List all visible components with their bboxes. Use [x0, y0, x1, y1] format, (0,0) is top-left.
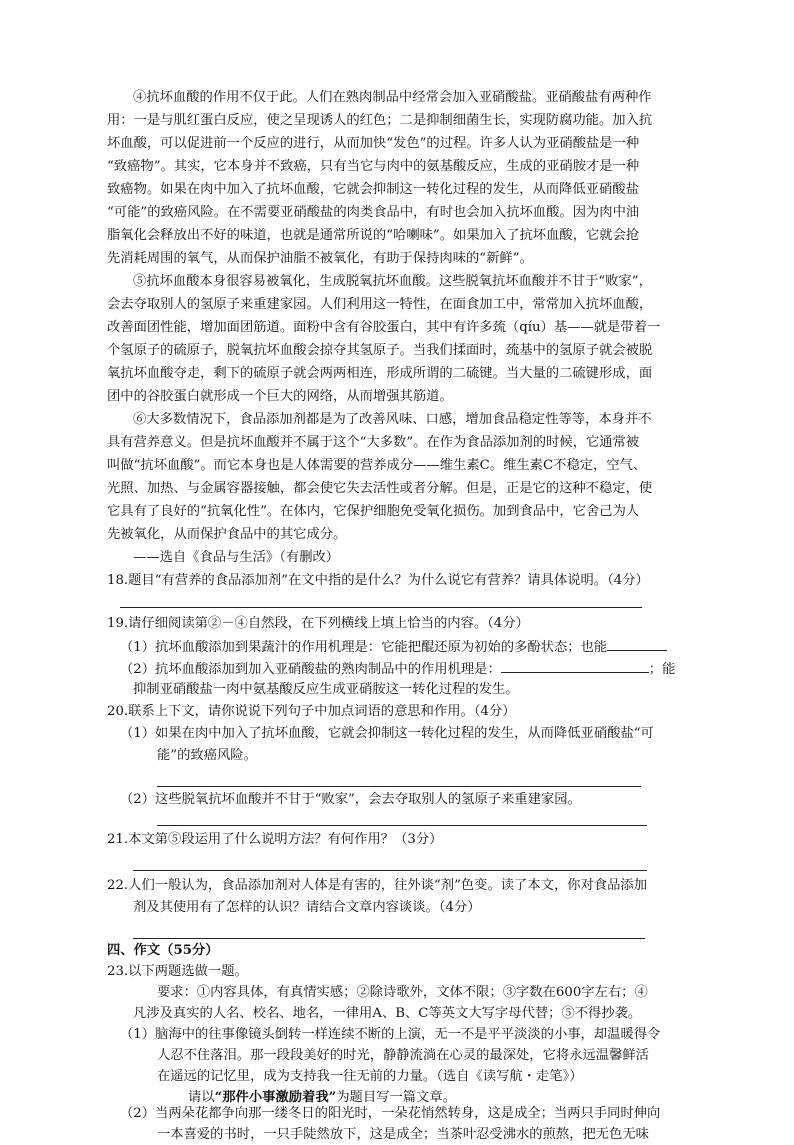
- p4-line-5: 致癌物。如果在肉中加入了抗坏血酸，它就会抑制这一转化过程的发生，从而降低亚硝酸盐: [107, 182, 639, 197]
- topic-2-line-1: （2）当两朵花都争向那一缕冬日的阳光时，一朵花悄然转身，这是成全；当两只手同时伸向: [120, 1106, 661, 1121]
- question-19-2: [120, 658, 675, 678]
- topic-1-line-2: 人忍不住落泪。那一段段美好的时光，静静流淌在心灵的最深处，它将永远温馨鲜活: [157, 1048, 649, 1063]
- p5-line-6: 团中的谷胶蛋白就形成一个巨大的网络，从而增强其筋道。: [107, 389, 453, 404]
- p4-line-4: “致癌物”。其实，它本身并不致癌，只有当它与肉中的氨基酸反应，生成的亚硝胺才是一种: [107, 159, 640, 174]
- p6-line-5: 它具有了良好的“抗氧化性”。在体内，它保护细胞免受氧化损伤。加到食品中，它舍己为人: [107, 504, 640, 519]
- answer-line-20-2[interactable]: [157, 825, 647, 826]
- question-23: 23.以下两题选做一题。: [107, 964, 248, 979]
- question-22-cont: 剂及其使用有了怎样的认识？请结合文章内容谈谈。（4分）: [133, 900, 481, 915]
- p5-line-2: 会去夺取别人的氢原子来重建家园。人们利用这一特性，在面食加工中，常常加入抗坏血酸，: [107, 297, 653, 312]
- question-22: 22.人们一般认为，食品添加剂对人体是有害的，往外谈“剂”色变。读了本文，你对食品添加: [107, 878, 648, 893]
- p6-line-2: 具有营养意义。但是抗坏血酸并不属于这个“大多数”。在作为食品添加剂的时候，它通常被: [107, 435, 640, 450]
- p4-line-1: ④抗坏血酸的作用不仅于此。人们在熟肉制品中经常会加入亚硝酸盐。亚硝酸盐有两种作: [133, 90, 652, 105]
- question-20-1-cont: 能”的致癌风险。: [157, 748, 257, 763]
- blank-19-2[interactable]: [501, 658, 649, 673]
- topic-1-title: “那件小事激励着我”: [214, 1090, 337, 1105]
- p4-line-8: 先消耗周围的氧气，从而保护油脂不被氧化，有助于保持肉味的“新鲜”。: [107, 251, 533, 266]
- question-20: 20.联系上下文，请你说说下列句子中加点词语的意思和作用。（4分）: [107, 704, 516, 719]
- question-18: 18.题目“有营养的食品添加剂”在文中指的是什么？为什么说它有营养？请具体说明。（4分）: [107, 573, 649, 588]
- p5-line-4: 个氢原子的硫原子，脱氧抗坏血酸会掠夺其氢原子。当我们揉面时，巯基中的氢原子就会被脱: [107, 343, 653, 358]
- question-19: 19.请仔细阅读第②－④自然段，在下列横线上填上恰当的内容。（4分）: [107, 616, 529, 631]
- p6-line-4: 光照、加热、与金属容器接触，都会使它失去活性或者分解。但是，正是它的这种不稳定，使: [107, 481, 653, 496]
- p5-line-5: 氧抗坏血酸夺走，剩下的硫原子就会两两相连，形成所谓的二硫键。当大量的二硫键形成，面: [107, 366, 653, 381]
- p4-line-3: 坏血酸，可以促进前一个反应的进行，从而加快“发色”的过程。许多人认为亚硝酸盐是一种: [107, 136, 640, 151]
- source-citation: ——选自《食品与生活》（有删改）: [133, 550, 340, 565]
- question-19-2-suffix: ；能: [648, 662, 676, 677]
- requirements-line-2: 凡涉及真实的人名、校名、地名，一律用A、B、C等英文大写字母代替；⑤不得抄袭。: [133, 1006, 642, 1021]
- composition-heading: 四、作文（55分）: [107, 943, 219, 958]
- question-21: 21.本文第⑤段运用了什么说明方法？有何作用？（3分）: [107, 832, 443, 847]
- topic-1-line-1: （1）脑海中的往事像镜头倒转一样连续不断的上演，无一不是平平淡淡的小事，却温暖得令: [120, 1027, 661, 1042]
- question-20-2: （2）这些脱氧抗坏血酸并不甘于“败家”，会去夺取别人的氢原子来重建家园。: [120, 792, 581, 807]
- topic-1-line-3: 在遥远的记忆里，成为支持我一往无前的力量。（选自《读写航・走笔》）: [157, 1069, 583, 1084]
- p5-line-3: 改善面团性能，增加面团筋道。面粉中含有谷胶蛋白，其中有许多巯（qíu）基——就是带着一: [107, 320, 661, 335]
- question-20-1: （1）如果在肉中加入了抗坏血酸，它就会抑制这一转化过程的发生，从而降低亚硝酸盐“可: [120, 726, 654, 741]
- question-19-1: [120, 636, 667, 656]
- topic-1-suffix: 为题目写一篇文章。: [336, 1090, 456, 1105]
- topic-1-prefix: 请以: [188, 1090, 215, 1105]
- p6-line-3: 叫做“抗坏血酸”。而它本身也是人体需要的营养成分——维生素C。维生素C不稳定，空气、: [107, 458, 647, 473]
- p4-line-6: “可能”的致癌风险。在不需要亚硝酸盐的肉类食品中，有时也会加入抗坏血酸。因为肉中油: [107, 205, 640, 220]
- requirements-line-1: 要求：①内容具体，有真情实感；②除诗歌外，文体不限；③字数在600字左右；④: [157, 985, 648, 1000]
- p6-line-1: ⑥大多数情况下，食品添加剂都是为了改善风味、口感，增加食品稳定性等等，本身并不: [133, 412, 652, 427]
- p5-line-1: ⑤抗坏血酸本身很容易被氧化，生成脱氧抗坏血酸。这些脱氧抗坏血酸并不甘于“败家”，: [133, 274, 652, 289]
- question-19-2-text: （2）抗坏血酸添加到加入亚硝酸盐的熟肉制品中的作用机理是：: [120, 662, 501, 677]
- answer-line-22[interactable]: [133, 938, 645, 939]
- question-19-1-text: （1）抗坏血酸添加到果蔬汁的作用机理是：它能把醌还原为初始的多酚状态；也能: [120, 640, 608, 655]
- p4-line-7: 脂氧化会释放出不好的味道，也就是通常所说的“哈喇味”。如果加入了抗坏血酸，它就会抢: [107, 228, 640, 243]
- p6-line-6: 先被氧化，从而保护食品中的其它成分。: [107, 527, 347, 542]
- blank-19-1[interactable]: [607, 636, 667, 651]
- answer-line-21[interactable]: [133, 870, 647, 871]
- answer-line-18[interactable]: [120, 607, 642, 608]
- question-19-2-cont: 抑制亚硝酸盐一肉中氨基酸反应生成亚硝胺这一转化过程的发生。: [133, 682, 519, 697]
- p4-line-2: 用：一是与肌红蛋白反应，使之呈现诱人的红色；二是抑制细菌生长，实现防腐功能。加入抗: [107, 113, 653, 128]
- answer-line-20-1[interactable]: [157, 786, 641, 787]
- topic-2-line-2: 一本喜爱的书时，一只手陡然放下，这是成全；当茶叶忍受沸水的煎熬，把无色无味: [157, 1127, 649, 1142]
